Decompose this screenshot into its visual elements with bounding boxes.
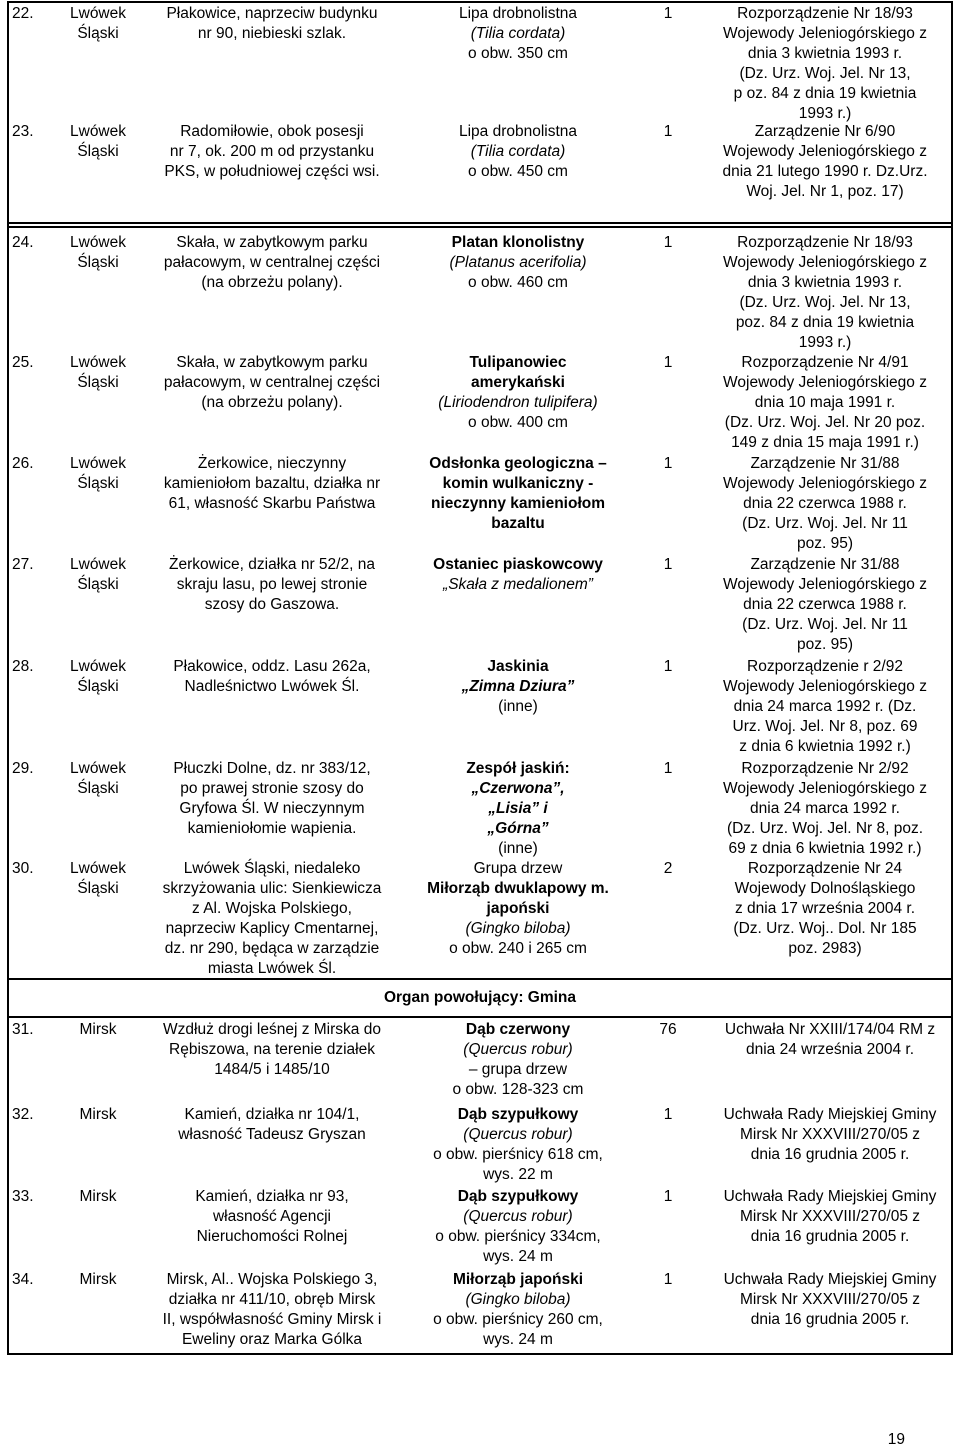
location-cell: Radomiłowie, obok posesji nr 7, ok. 200 m od przystanku PKS, w południowej części wsi.	[164, 123, 380, 180]
location-cell: Skała, w zabytkowym parku pałacowym, w centralnej części (na obrzeżu polany).	[163, 234, 381, 291]
table-rule	[7, 222, 953, 224]
act-cell: Zarządzenie Nr 31/88 Wojewody Jeleniogórskiego z dnia 22 czerwca 1988 r. (Dz. Urz. Woj. Jel. Nr 11 poz. 95)	[723, 455, 927, 552]
gmina-cell: Lwówek Śląski	[70, 556, 126, 593]
location-cell: Mirsk, Al.. Wojska Polskiego 3, działka nr 411/10, obręb Mirsk II, współwłasność Gminy Mirsk i Eweliny oraz Marka Gólka	[162, 1271, 382, 1348]
act-cell: Rozporządzenie Nr 18/93 Wojewody Jeleniogórskiego z dnia 3 kwietnia 1993 r. (Dz. Urz. Woj. Jel. Nr 13, p oz. 84 z dnia 19 kwietnia 1993 r.)	[723, 5, 927, 122]
location-cell: Wzdłuż drogi leśnej z Mirska do Rębiszowa, na terenie działek 1484/5 i 1485/10	[163, 1021, 381, 1078]
gmina-cell: Mirsk	[79, 1021, 117, 1038]
act-cell: Rozporządzenie r 2/92 Wojewody Jeleniogórskiego z dnia 24 marca 1992 r. (Dz. Urz. Woj. Jel. Nr 8, poz. 69 z dnia 6 kwietnia 1992 r.)	[723, 658, 927, 755]
gmina-cell: Lwówek Śląski	[70, 123, 126, 160]
object-cell: Dąb szypułkowy (Quercus robur) o obw. pierśnicy 334cm, wys. 24 m	[435, 1188, 601, 1265]
act-cell: Uchwała Rady Miejskiej Gminy Mirsk Nr XXXVIII/270/05 z dnia 16 grudnia 2005 r.	[723, 1188, 937, 1245]
count-cell: 1	[663, 354, 673, 371]
gmina-cell: Mirsk	[79, 1188, 117, 1205]
gmina-cell: Lwówek Śląski	[70, 5, 126, 42]
object-cell: Lipa drobnolistna (Tilia cordata) o obw. 450 cm	[458, 123, 578, 180]
location-cell: Płuczki Dolne, dz. nr 383/12, po prawej stronie szosy do Gryfowa Śl. W nieczynnym kamieniołomie wapienia.	[173, 760, 371, 837]
act-cell: Zarządzenie Nr 6/90 Wojewody Jeleniogórskiego z dnia 21 lutego 1990 r. Dz.Urz. Woj. Jel. Nr 1, poz. 17)	[722, 123, 928, 200]
count-cell: 1	[663, 5, 673, 22]
table-rule	[7, 1016, 953, 1018]
location-cell: Płakowice, oddz. Lasu 262a, Nadleśnictwo Lwówek Śl.	[173, 658, 371, 695]
row-number: 28.	[12, 658, 34, 675]
object-cell: Tulipanowiec amerykański (Liriodendron tulipifera) o obw. 400 cm	[438, 354, 598, 431]
location-cell: Żerkowice, nieczynny kamieniołom bazaltu, działka nr 61, własność Skarbu Państwa	[163, 455, 381, 512]
gmina-cell: Mirsk	[79, 1271, 117, 1288]
count-cell: 1	[663, 1271, 673, 1288]
location-cell: Płakowice, naprzeciw budynku nr 90, niebieski szlak.	[166, 5, 378, 42]
location-cell: Skała, w zabytkowym parku pałacowym, w centralnej części (na obrzeżu polany).	[163, 354, 381, 411]
act-cell: Rozporządzenie Nr 18/93 Wojewody Jeleniogórskiego z dnia 3 kwietnia 1993 r. (Dz. Urz. Woj. Jel. Nr 13, poz. 84 z dnia 19 kwietnia 1993 r.)	[723, 234, 927, 351]
count-cell: 76	[659, 1021, 677, 1038]
row-number: 29.	[12, 760, 34, 777]
row-number: 24.	[12, 234, 34, 251]
act-cell: Rozporządzenie Nr 2/92 Wojewody Jeleniogórskiego z dnia 24 marca 1992 r. (Dz. Urz. Woj. Jel. Nr 8, poz. 69 z dnia 6 kwietnia 1992 r.)	[723, 760, 927, 857]
count-cell: 1	[663, 556, 673, 573]
location-cell: Kamień, działka nr 104/1, własność Tadeusz Gryszan	[178, 1106, 366, 1143]
object-cell: Ostaniec piaskowcowy „Skała z medalionem”	[433, 556, 603, 593]
object-cell: Zespół jaskiń: „Czerwona”, „Lisia” i „Górna” (inne)	[466, 760, 570, 857]
row-number: 31.	[12, 1021, 34, 1038]
table-rule	[7, 226, 953, 228]
gmina-cell: Lwówek Śląski	[70, 354, 126, 391]
object-cell: Dąb czerwony (Quercus robur) – grupa drzew o obw. 128-323 cm	[452, 1021, 584, 1098]
row-number: 22.	[12, 5, 34, 22]
gmina-cell: Mirsk	[79, 1106, 117, 1123]
gmina-cell: Lwówek Śląski	[70, 860, 126, 897]
gmina-cell: Lwówek Śląski	[70, 658, 126, 695]
act-cell: Uchwała Rady Miejskiej Gminy Mirsk Nr XXXVIII/270/05 z dnia 16 grudnia 2005 r.	[723, 1106, 937, 1163]
object-cell: Miłorząb japoński (Gingko biloba) o obw. pierśnicy 260 cm, wys. 24 m	[433, 1271, 603, 1348]
location-cell: Kamień, działka nr 93, własność Agencji Nieruchomości Rolnej	[195, 1188, 349, 1245]
row-number: 27.	[12, 556, 34, 573]
section-heading: Organ powołujący: Gmina	[383, 989, 577, 1006]
act-cell: Rozporządzenie Nr 4/91 Wojewody Jeleniogórskiego z dnia 10 maja 1991 r. (Dz. Urz. Woj. Jel. Nr 20 poz. 149 z dnia 15 maja 1991 r.)	[723, 354, 927, 451]
table-left-border	[7, 1, 9, 1355]
count-cell: 1	[663, 234, 673, 251]
gmina-cell: Lwówek Śląski	[70, 760, 126, 797]
object-cell: Odsłonka geologiczna – komin wulkaniczny - nieczynny kamieniołom bazaltu	[429, 455, 607, 532]
count-cell: 1	[663, 123, 673, 140]
gmina-cell: Lwówek Śląski	[70, 234, 126, 271]
act-cell: Uchwała Nr XXIII/174/04 RM z dnia 24 września 2004 r.	[724, 1021, 936, 1058]
count-cell: 1	[663, 1106, 673, 1123]
object-cell: Platan klonolistny (Platanus acerifolia) o obw. 460 cm	[449, 234, 587, 291]
count-cell: 1	[663, 760, 673, 777]
location-cell: Żerkowice, działka nr 52/2, na skraju lasu, po lewej stronie szosy do Gaszowa.	[169, 556, 375, 613]
row-number: 30.	[12, 860, 34, 877]
count-cell: 2	[663, 860, 673, 877]
act-cell: Uchwała Rady Miejskiej Gminy Mirsk Nr XXXVIII/270/05 z dnia 16 grudnia 2005 r.	[723, 1271, 937, 1328]
act-cell: Rozporządzenie Nr 24 Wojewody Dolnośląskiego z dnia 17 września 2004 r. (Dz. Urz. Woj.. Dol. Nr 185 poz. 2983)	[733, 860, 917, 957]
row-number: 25.	[12, 354, 34, 371]
object-cell: Lipa drobnolistna (Tilia cordata) o obw. 350 cm	[458, 5, 578, 62]
row-number: 26.	[12, 455, 34, 472]
object-cell: Jaskinia „Zimna Dziura” (inne)	[461, 658, 575, 715]
row-number: 23.	[12, 123, 34, 140]
act-cell: Zarządzenie Nr 31/88 Wojewody Jeleniogórskiego z dnia 22 czerwca 1988 r. (Dz. Urz. Woj. Jel. Nr 11 poz. 95)	[723, 556, 927, 653]
table-bottom-rule	[7, 1353, 953, 1355]
page-number: 19	[887, 1431, 905, 1448]
count-cell: 1	[663, 455, 673, 472]
gmina-cell: Lwówek Śląski	[70, 455, 126, 492]
count-cell: 1	[663, 1188, 673, 1205]
row-number: 32.	[12, 1106, 34, 1123]
object-cell: Grupa drzew Miłorząb dwuklapowy m. japoński (Gingko biloba) o obw. 240 i 265 cm	[427, 860, 609, 957]
row-number: 34.	[12, 1271, 34, 1288]
object-cell: Dąb szypułkowy (Quercus robur) o obw. pierśnicy 618 cm, wys. 22 m	[433, 1106, 603, 1183]
location-cell: Lwówek Śląski, niedaleko skrzyżowania ulic: Sienkiewicza z Al. Wojska Polskiego, naprzeciw Kaplicy Cmentarnej, dz. nr 290, będąca w zarządzie miasta Lwówek Śl.	[162, 860, 382, 977]
row-number: 33.	[12, 1188, 34, 1205]
count-cell: 1	[663, 658, 673, 675]
table-top-rule	[7, 1, 953, 3]
